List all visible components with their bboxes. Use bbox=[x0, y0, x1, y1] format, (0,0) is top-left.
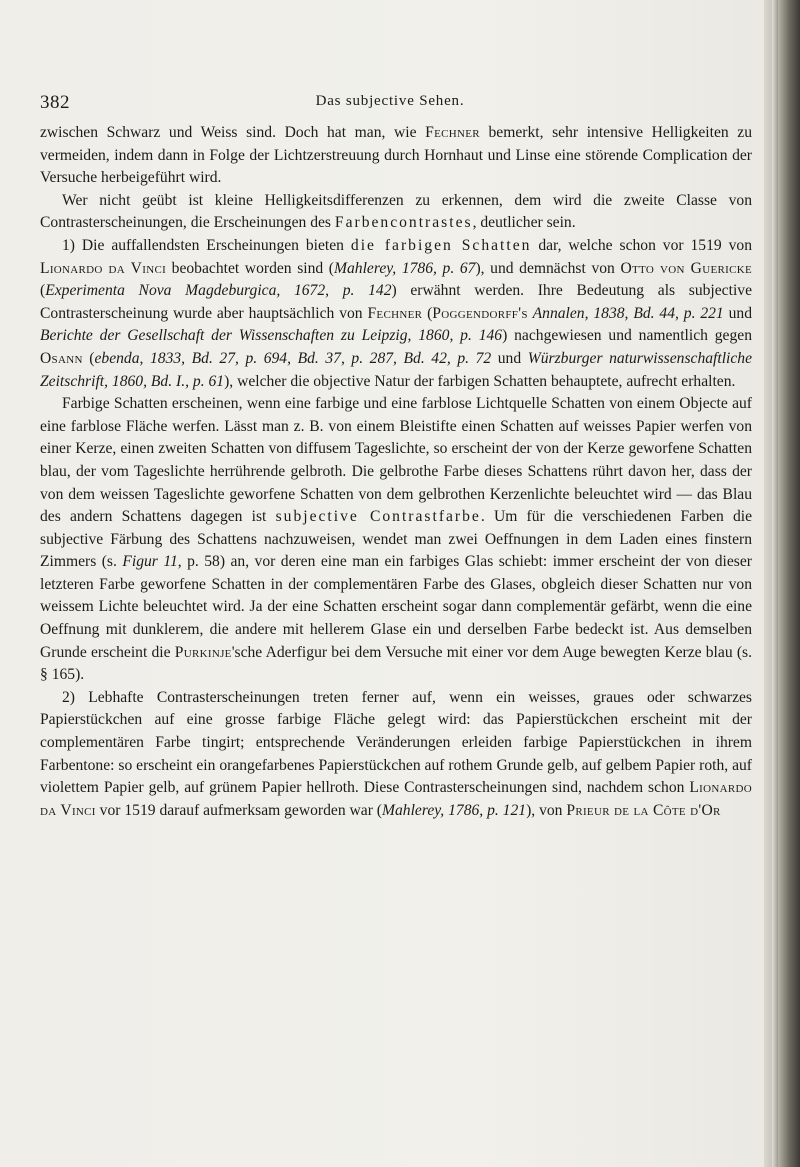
author-name: Prieur de la Côte d'Or bbox=[566, 801, 721, 819]
page-header bbox=[40, 92, 740, 116]
author-name: Fechner bbox=[425, 124, 480, 141]
author-name: Lionardo da Vinci bbox=[40, 779, 752, 819]
paragraph-text: ), welcher die objective Natur der farbigen Schatten behauptete, aufrecht erhalten. bbox=[224, 372, 736, 390]
author-name: Osann bbox=[40, 349, 83, 367]
paragraph-text: ), und demnächst von bbox=[475, 259, 621, 277]
paragraph-text: ), von bbox=[526, 801, 567, 819]
paragraph-text: 2) Lebhafte Contrasterscheinungen treten ferner auf, wenn ein weisses, graues oder schwarzes Papierstückchen auf eine grosse farbige Fläche gelegt wird: das Papierstückchen erscheint mit der complementären Farbe tingirt; entsprechende Veränderungen erleiden farbige Papierstückchen in ihrem Farbentone: so erscheint ein orangefarbenes Papierstückchen auf rothem Grunde gelb, auf gelbem Papier roth, auf violettem Papier gelb, auf grünem Papier hellroth. Diese Contrasterscheinungen sind, nachdem schon bbox=[40, 688, 752, 797]
paragraph-text: beobachtet worden sind ( bbox=[166, 259, 334, 277]
paragraph-text: . Um für die verschiedenen Farben die subjective Färbung des Schattens nachzuweisen, wendet man zwei Oeffnungen in dem Laden eines finstern Zimmers (s. bbox=[40, 508, 753, 571]
citation-text: Annalen, 1838, Bd. 44, p. 221 bbox=[532, 304, 724, 322]
citation-text: Figur 11 bbox=[122, 553, 178, 571]
paragraph-text: und bbox=[491, 349, 528, 367]
paragraph-text: Wer nicht geübt ist kleine Helligkeitsdifferenzen zu erkennen, dem wird die zweite Classe von Contrasterscheinungen, die Erscheinungen des bbox=[40, 191, 752, 232]
emphasized-text: subjective Contrastfarbe bbox=[275, 508, 481, 526]
running-head: Das subjective Sehen. bbox=[315, 93, 465, 109]
paragraph-text: ( bbox=[82, 349, 95, 367]
citation-text: ebenda, 1833, Bd. 27, p. 694, Bd. 37, p. 287, Bd. 42, p. 72 bbox=[94, 349, 492, 367]
paragraph-text: bemerkt, sehr intensive Helligkeiten zu vermeiden, indem dann in Folge der Lichtzerstreuung durch Hornhaut und Linse eine störende Complication der Versuche herbeigeführt wird. bbox=[40, 124, 753, 187]
paragraph bbox=[40, 190, 752, 235]
page-number: 382 bbox=[40, 92, 70, 113]
paragraph-text: vor 1519 darauf aufmerksam geworden war ( bbox=[95, 801, 382, 819]
author-name: Purkinje bbox=[174, 643, 232, 661]
citation-text: Berichte der Gesellschaft der Wissenschaften zu Leipzig, 1860, p. 146 bbox=[40, 327, 503, 345]
paragraph-text: ) nachgewiesen und namentlich gegen bbox=[502, 327, 752, 345]
paragraph-text: 1) Die auffallendsten Erscheinungen bieten bbox=[62, 236, 351, 254]
paragraph-text: ) erwähnt werden. Ihre Bedeutung als subjective Contrasterscheinung wurde aber hauptsächlich von bbox=[40, 282, 752, 322]
paragraph bbox=[40, 235, 752, 393]
emphasized-text: Farbencontrastes bbox=[334, 214, 473, 232]
citation-text: Mahlerey, 1786, p. 67 bbox=[334, 259, 476, 277]
author-name: Otto von Guericke bbox=[620, 259, 752, 277]
paragraph bbox=[40, 393, 752, 687]
emphasized-text: die farbigen Schatten bbox=[350, 236, 532, 254]
page-edge-fold bbox=[772, 0, 778, 1167]
paragraph-text: ( bbox=[40, 282, 46, 300]
paragraph-text: ( bbox=[422, 304, 433, 322]
paragraph-text: dar, welche schon vor 1519 von bbox=[531, 236, 752, 254]
citation-text: Mahlerey, 1786, p. 121 bbox=[382, 801, 527, 819]
paragraph-text: Farbige Schatten erscheinen, wenn eine farbige und eine farblose Lichtquelle Schatten von einem Objecte auf eine farblose Fläche werfen. Lässt man z. B. von einem Bleistifte einen Schatten auf weisses Papier werfen von einer Kerze, einen zweiten Schatten von diffusem Tageslichte, so erscheint der von der Kerze geworfene Schatten blau, der vom Tageslichte herrührende gelbroth. Die gelbrothe Farbe dieses Schattens rührt davon her, dass der von dem weissen Tageslichte geworfene Schatten von dem gelbrothen Kerzenlichte beleuchtet wird — das Blau des andern Schattens dagegen ist bbox=[40, 395, 752, 526]
paragraph bbox=[40, 687, 752, 823]
body-text bbox=[40, 122, 752, 822]
paragraph-text: 'sche Aderfigur bei dem Versuche mit einer vor dem Auge bewegten Kerze blau (s. § 165). bbox=[40, 643, 752, 684]
citation-text: Experimenta Nova Magdeburgica, 1672, p. 142 bbox=[45, 282, 392, 300]
citation-text: Würzburger naturwissenschaftliche Zeitschrift, 1860, Bd. I., p. 61 bbox=[40, 349, 753, 390]
author-name: Lionardo da Vinci bbox=[40, 259, 167, 277]
paragraph-text: und bbox=[723, 304, 752, 322]
paragraph-text: zwischen Schwarz und Weiss sind. Doch hat man, wie bbox=[40, 124, 426, 141]
paragraph-text: , deutlicher sein. bbox=[472, 214, 576, 232]
paragraph-text: , p. 58) an, vor deren eine man ein farbiges Glas schiebt: immer erscheint der von dieser letzteren Farbe geworfene Schatten in der complementären Farbe des Glases, obgleich dieser Schatten nur von weissem Lichte beleuchtet wird. Ja der eine Schatten erscheint sogar dann complementär gefärbt, wenn die eine Oeffnung mit dunklerem, die andere mit hellerem Glase ein und derselben Farbe bedeckt ist. Aus demselben Grunde erscheint die bbox=[40, 553, 752, 661]
author-name: Fechner bbox=[367, 304, 423, 322]
author-name: Poggendorff's bbox=[432, 304, 528, 322]
page-edge-shadow bbox=[764, 0, 800, 1167]
paragraph bbox=[40, 122, 752, 190]
